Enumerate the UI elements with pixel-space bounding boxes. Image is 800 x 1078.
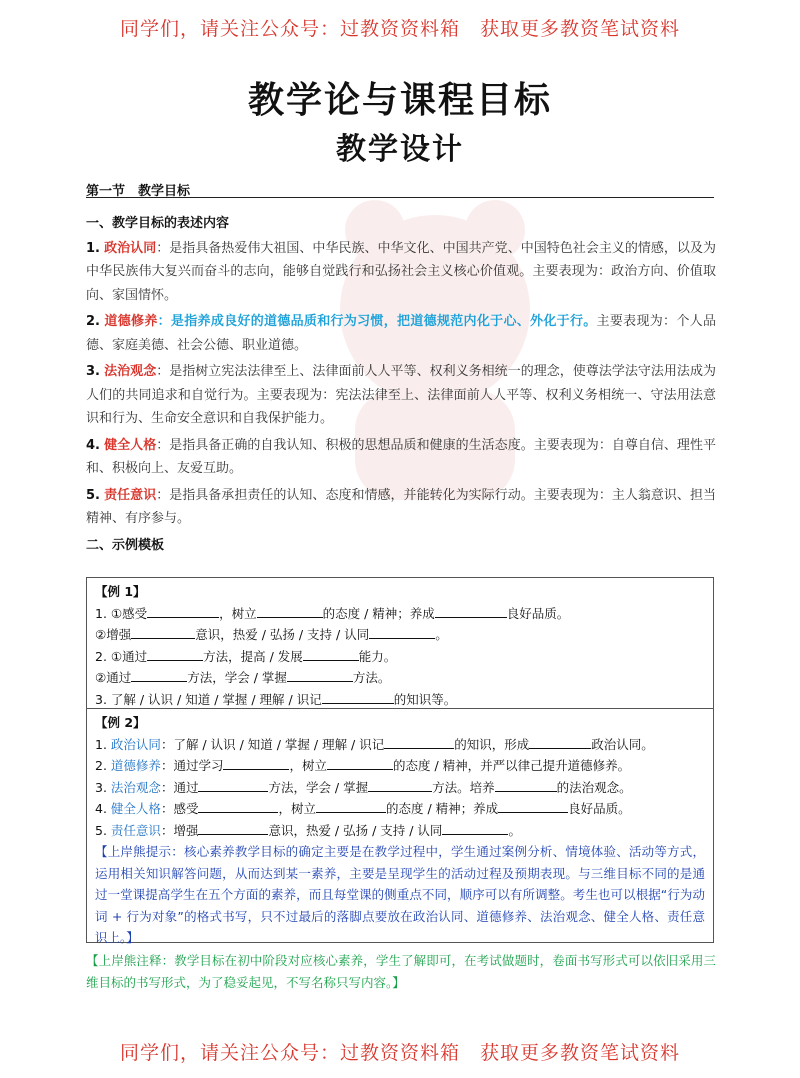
template-text: 意识，热爱 / 弘扬 / 支持 / 认同	[268, 822, 443, 838]
item-keyword: 道德修养	[104, 314, 158, 329]
item-number: 3.	[86, 364, 100, 379]
blank	[131, 668, 187, 682]
template-text: 3. 了解 / 认识 / 知道 / 掌握 / 理解 / 识记	[95, 691, 322, 707]
item-text: ：是指具备热爱伟大祖国、中华民族、中华文化、中国共产党、中国特色社会主义的情感，以及为中华民族伟大复兴而奋斗的志向，能够自觉践行和弘扬社会主义核心价值观。主要表现为：政治方向、价值取向、家国情怀。	[86, 240, 716, 303]
template-text: ：了解 / 认识 / 知道 / 掌握 / 理解 / 识记	[160, 736, 385, 752]
example-2-tag: 【例 2】	[95, 715, 146, 730]
template-line	[95, 820, 705, 842]
page-subtitle: 教学设计	[336, 132, 464, 167]
item-keyword: 责任意识	[104, 487, 157, 503]
template-line	[95, 755, 705, 777]
template-line	[95, 624, 705, 646]
row-number: 1.	[95, 736, 107, 752]
item-text: ：是指树立宪法法律至上、法律面前人人平等、权利义务相统一的理念，使尊法学法守法用法成为人们的共同追求和自觉行为。主要表现为：宪法法律至上、法律面前人人平等、权利义务相统一、守法用法意识和行为、生命安全意识和自我保护能力。	[86, 364, 716, 426]
item-paragraph	[86, 310, 716, 357]
blank	[498, 799, 568, 813]
template-text: 的知识，形成	[454, 736, 530, 752]
item-keyword: 健全人格	[104, 437, 157, 453]
blank	[442, 821, 508, 835]
blank	[303, 647, 359, 661]
blank	[529, 735, 591, 749]
heading-two: 二、示例模板	[86, 537, 165, 553]
template-text: 方法，学会 / 掌握	[268, 779, 369, 795]
template-line	[95, 603, 705, 625]
row-number: 5.	[95, 822, 107, 838]
blank	[198, 778, 268, 792]
blank	[368, 778, 432, 792]
note-paragraph: 【上岸熊注释：教学目标在初中阶段对应核心素养，学生了解即可，在考试做题时，卷面书写形式可以依旧采用三维目标的书写形式，为了稳妥起见，不写名称只写内容。】	[86, 953, 716, 990]
blank	[384, 735, 454, 749]
template-line	[95, 667, 705, 689]
row-number: 2.	[95, 758, 107, 773]
row-number: 4.	[95, 801, 107, 816]
row-keyword: 法治观念	[110, 779, 161, 795]
template-line	[95, 798, 705, 820]
item-text: 主要表现为：个人品德、家庭美德、社会公德、职业道德。	[86, 314, 716, 353]
item-number: 2.	[86, 314, 100, 329]
tip-paragraph: 【上岸熊提示：核心素养教学目标的确定主要是在教学过程中，学生通过案例分析、情境体验、活动等方式，运用相关知识解答问题，从而达到某一素养，主要是呈现学生的活动过程及预期表现。与三维目标不同的是通过一堂课提高学生在五个方面的素养，而且每堂课的侧重点不同，顺序可以有所调整。考生也可以根据“行为动词 + 行为对象”的格式书写，只不过最后的落脚点要放在政治认同、道德修养、法治观念、健全人格、责任意识上。】	[95, 844, 705, 945]
template-line	[95, 646, 705, 668]
blank	[327, 756, 393, 770]
item-text: ：是指具备正确的自我认知、积极的思想品质和健康的生活态度。主要表现为：自尊自信、理性平和、积极向上、友爱互助。	[86, 437, 716, 476]
template-text: 的态度 / 精神，并严以律己提升道德修养。	[392, 758, 631, 773]
template-text: 方法，提高 / 发展	[203, 648, 303, 664]
row-keyword: 健全人格	[110, 801, 161, 816]
template-text: 方法。培养	[432, 779, 495, 795]
item-keyword: 政治认同	[104, 240, 157, 256]
item-paragraph	[86, 484, 716, 531]
template-text: 良好品质。	[506, 605, 570, 621]
template-text: 方法，学会 / 掌握	[187, 670, 287, 685]
template-text: 的态度 / 精神；养成	[322, 605, 435, 621]
template-text: ：增强	[160, 822, 199, 838]
template-text: ，树立	[278, 801, 316, 816]
row-keyword: 政治认同	[110, 736, 161, 752]
row-number: 3.	[95, 779, 107, 795]
blank	[435, 604, 507, 618]
example-1-box	[86, 577, 714, 709]
item-number: 5.	[86, 487, 100, 503]
item-keyword: 法治观念	[104, 364, 157, 379]
banner-bottom: 同学们，请关注公众号：过教资资料箱 获取更多教资笔试资料	[119, 1042, 680, 1064]
template-text: 方法。	[352, 670, 391, 685]
row-keyword: 责任意识	[110, 822, 161, 838]
heading-one: 一、教学目标的表述内容	[86, 216, 230, 231]
template-line	[95, 777, 705, 799]
template-text: ：通过学习	[160, 758, 224, 773]
blank	[147, 604, 219, 618]
banner-top: 同学们，请关注公众号：过教资资料箱 获取更多教资笔试资料	[119, 18, 680, 40]
template-line	[95, 689, 705, 711]
template-text: 1. ①感受	[95, 605, 148, 621]
template-text: 。	[435, 627, 448, 642]
example-1-tag: 【例 1】	[95, 584, 146, 599]
item-text: ：是指具备承担责任的认知、态度和情感，并能转化为实际行动。主要表现为：主人翁意识、担当精神、有序参与。	[86, 487, 716, 526]
item-paragraph	[86, 237, 716, 308]
blank	[495, 778, 557, 792]
item-paragraph	[86, 434, 716, 481]
blank	[369, 625, 435, 639]
template-text: 的知识等。	[393, 691, 457, 707]
template-text: 意识，热爱 / 弘扬 / 支持 / 认同	[195, 627, 370, 642]
blank	[131, 625, 195, 639]
template-text: 的态度 / 精神；养成	[385, 801, 499, 816]
template-text: ，树立	[219, 605, 257, 621]
template-text: ②通过	[95, 670, 132, 685]
example-2-box	[86, 709, 714, 943]
item-highlight: ：是指养成良好的道德品质和行为习惯，把道德规范内化于心、外化于行。	[157, 314, 597, 329]
template-line	[95, 734, 705, 756]
template-text: ：通过	[160, 779, 199, 795]
blank	[257, 604, 323, 618]
section-heading	[86, 180, 714, 198]
template-text: 的法治观念。	[556, 779, 632, 795]
template-text: 。	[508, 822, 521, 838]
blank	[287, 668, 353, 682]
blank	[316, 799, 386, 813]
template-text: 能力。	[358, 648, 397, 664]
blank	[198, 821, 268, 835]
blank	[147, 647, 203, 661]
blank	[322, 690, 394, 704]
page-title: 教学论与课程目标	[247, 79, 552, 121]
content-body	[86, 212, 716, 558]
blank	[223, 756, 289, 770]
item-number: 4.	[86, 437, 100, 453]
item-number: 1.	[86, 240, 100, 256]
template-text: ：感受	[160, 801, 199, 816]
template-text: 政治认同。	[591, 736, 654, 752]
section-title: 第一节 教学目标	[86, 184, 191, 199]
row-keyword: 道德修养	[110, 758, 161, 773]
blank	[198, 799, 278, 813]
template-text: 2. ①通过	[95, 648, 148, 664]
template-text: ②增强	[95, 627, 132, 642]
item-paragraph	[86, 360, 716, 431]
template-text: 良好品质。	[568, 801, 631, 816]
template-text: ，树立	[289, 758, 327, 773]
